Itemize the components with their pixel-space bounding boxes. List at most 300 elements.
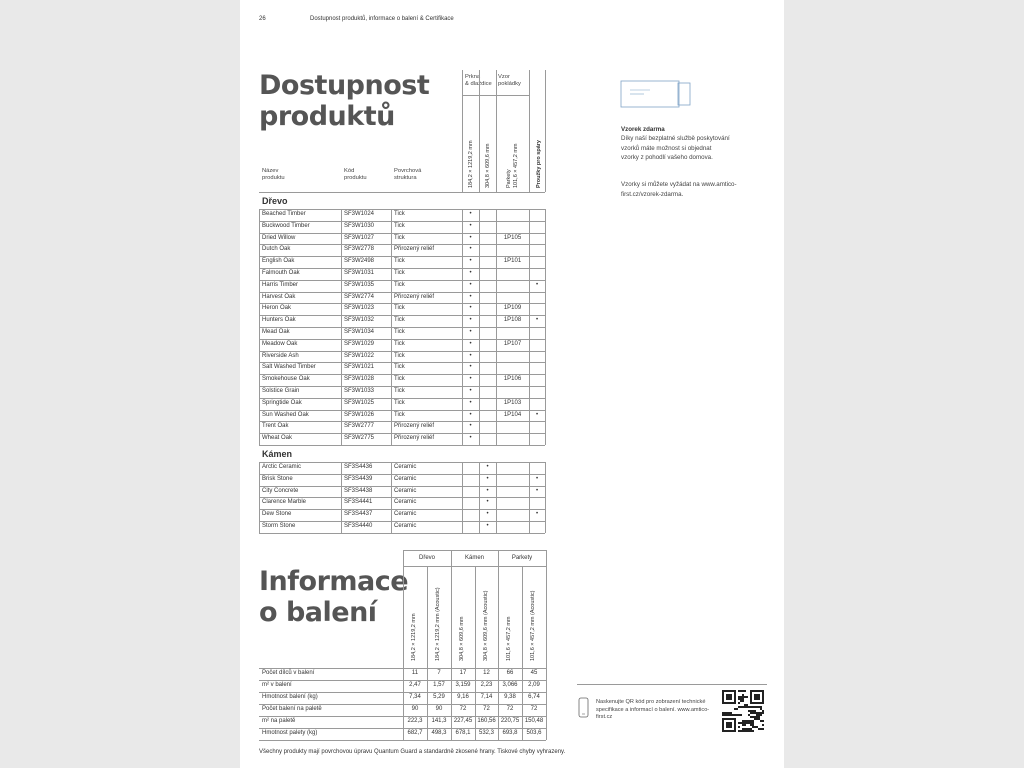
cell-rule	[341, 339, 342, 351]
surface-texture: Ceramic	[394, 487, 417, 494]
value-cell: 141,3	[431, 718, 447, 724]
availability-cell: •	[535, 511, 539, 518]
cell-rule	[259, 280, 260, 292]
cell-rule	[259, 315, 260, 327]
product-name: Wheat Oak	[262, 435, 293, 442]
row-label: Počet balení na paletě	[262, 706, 322, 712]
cell-rule	[529, 462, 530, 474]
value-cell: 222,3	[407, 718, 423, 724]
cell-rule	[391, 256, 392, 268]
value-cell: 150,48	[524, 718, 544, 724]
availability-cell: •	[469, 293, 472, 300]
cell-rule	[341, 209, 342, 221]
product-code: SF3S4440	[344, 523, 373, 529]
cell-rule	[545, 374, 546, 386]
product-name: Falmouth Oak	[262, 270, 300, 276]
value-cell: 72	[459, 706, 467, 712]
value-cell: 2,23	[480, 682, 493, 688]
cell-rule	[403, 704, 404, 716]
cell-rule	[341, 421, 342, 433]
packaging-title-line2: o balení	[259, 597, 377, 628]
cell-rule	[522, 716, 523, 728]
cell-rule	[498, 728, 499, 740]
cell-rule	[529, 256, 530, 268]
surface-texture: Tick	[394, 281, 405, 288]
product-name: Storm Stone	[262, 523, 296, 529]
cell-rule	[451, 716, 452, 728]
cell-rule	[496, 280, 497, 292]
cell-rule	[479, 362, 480, 374]
cell-rule	[391, 268, 392, 280]
availability-cell: •	[469, 270, 472, 276]
cell-rule	[522, 668, 523, 680]
cell-rule	[545, 497, 546, 509]
value-cell: 72	[530, 706, 538, 712]
product-code: SF3W1032	[344, 317, 375, 324]
product-name: Riverside Ash	[262, 352, 299, 359]
cell-rule	[529, 362, 530, 374]
packaging-title-line1: Informace	[259, 566, 409, 597]
group-col-rule	[498, 550, 499, 566]
cell-rule	[391, 421, 392, 433]
cell-rule	[259, 339, 260, 351]
cell-rule	[341, 221, 342, 233]
cell-rule	[496, 497, 497, 509]
cell-rule	[403, 728, 404, 740]
cell-rule	[496, 386, 497, 398]
product-name: Harvest Oak	[262, 293, 296, 300]
col-rule	[427, 566, 428, 668]
value-cell: 532,3	[478, 730, 494, 736]
value-cell: 45	[530, 670, 538, 676]
cell-rule	[529, 339, 530, 351]
cell-rule	[391, 233, 392, 245]
group-col-rule	[403, 550, 404, 566]
cell-rule	[259, 221, 260, 233]
cell-rule	[479, 221, 480, 233]
surface-texture: Tick	[394, 329, 405, 335]
cell-rule	[391, 398, 392, 410]
product-name: Dew Stone	[262, 511, 292, 518]
surface-texture: Tick	[394, 222, 405, 229]
qr-code-icon[interactable]	[722, 690, 764, 732]
envelope-icon	[620, 80, 692, 110]
cell-rule	[259, 374, 260, 386]
value-cell: 17	[459, 670, 467, 676]
cell-rule	[391, 462, 392, 474]
cell-rule	[522, 704, 523, 716]
cell-rule	[545, 462, 546, 474]
value-cell: 682,7	[407, 730, 423, 736]
cell-rule	[479, 268, 480, 280]
cell-rule	[545, 386, 546, 398]
surface-texture: Tick	[394, 376, 405, 383]
product-code: SF3W1030	[344, 222, 375, 229]
product-name: Sun Washed Oak	[262, 411, 309, 418]
cell-rule	[391, 474, 392, 486]
cell-rule	[545, 398, 546, 410]
value-cell: 498,3	[431, 730, 447, 736]
col-rule	[498, 566, 499, 668]
cell-rule	[427, 692, 428, 704]
cell-rule	[479, 327, 480, 339]
rotated-header: 184,2 × 1219,2 mm	[468, 140, 474, 188]
cell-rule	[391, 339, 392, 351]
cell-rule	[529, 433, 530, 445]
cell-rule	[341, 303, 342, 315]
value-cell: 66	[506, 670, 514, 676]
col-rule	[451, 566, 452, 668]
cell-rule	[545, 339, 546, 351]
availability-cell: •	[486, 487, 489, 494]
cell-rule	[391, 433, 392, 445]
column-rule	[479, 70, 480, 192]
product-code: SF3W1025	[344, 399, 375, 406]
product-code: SF3W2777	[344, 423, 375, 430]
availability-cell: 1P103	[503, 399, 522, 406]
product-code: SF3W1029	[344, 340, 375, 347]
cell-rule	[529, 521, 530, 533]
product-code: SF3W1028	[344, 376, 375, 383]
cell-rule	[391, 497, 392, 509]
header-bottom-rule	[259, 192, 545, 193]
product-code: SF3W2774	[344, 293, 375, 300]
sample-text: Díky naší bezplatné službě poskytování vzorků máte možnost si objednat vzorky z pohodlí vašeho domova.	[621, 135, 730, 161]
product-code: SF3S4437	[344, 511, 373, 518]
row-rule	[259, 740, 546, 741]
availability-cell: •	[469, 376, 472, 383]
cell-rule	[391, 280, 392, 292]
cell-rule	[545, 315, 546, 327]
surface-texture: Ceramic	[394, 475, 417, 482]
product-code: SF3W1031	[344, 270, 375, 276]
cell-rule	[479, 386, 480, 398]
product-name: Trent Oak	[262, 423, 289, 430]
cell-rule	[475, 716, 476, 728]
cell-rule	[462, 474, 463, 486]
value-cell: 2,47	[409, 682, 421, 688]
cell-rule	[341, 509, 342, 521]
running-title: Dostupnost produktů, informace o balení & Certifikace	[310, 16, 454, 22]
product-name: Salt Washed Timber	[262, 364, 316, 371]
cell-rule	[496, 327, 497, 339]
cell-rule	[545, 351, 546, 363]
cell-rule	[403, 716, 404, 728]
group-col-rule	[451, 550, 452, 566]
cell-rule	[546, 680, 547, 692]
cell-rule	[529, 386, 530, 398]
page-number: 26	[259, 16, 266, 22]
cell-rule	[545, 209, 546, 221]
product-name: Brisk Stone	[262, 475, 293, 482]
header-product-code: Kód produktu	[344, 168, 367, 181]
cell-rule	[479, 433, 480, 445]
cell-rule	[545, 362, 546, 374]
value-cell: 7	[437, 670, 441, 676]
rotated-header: 101,6 × 457,2 mm	[506, 616, 512, 661]
cell-rule	[259, 327, 260, 339]
row-label: m² v balení	[262, 682, 292, 688]
header-surface-texture: Povrchová struktura	[394, 168, 422, 181]
product-code: SF3W1033	[344, 388, 375, 394]
availability-cell: 1P109	[503, 305, 522, 312]
cell-rule	[259, 421, 260, 433]
value-cell: 12	[483, 670, 490, 676]
col-rule	[522, 566, 523, 668]
product-name: Heron Oak	[262, 305, 292, 312]
cell-rule	[545, 268, 546, 280]
cell-rule	[427, 704, 428, 716]
cell-rule	[403, 668, 404, 680]
cell-rule	[259, 256, 260, 268]
cell-rule	[341, 233, 342, 245]
cell-rule	[259, 303, 260, 315]
availability-cell: •	[469, 211, 472, 217]
product-name: Beached Timber	[262, 211, 306, 217]
value-cell: 9,38	[504, 694, 516, 700]
header-top-rule	[403, 550, 546, 551]
cell-rule	[427, 668, 428, 680]
cell-rule	[496, 244, 497, 256]
product-name: Smokehouse Oak	[262, 376, 310, 383]
availability-cell: •	[535, 475, 539, 482]
availability-cell: •	[486, 511, 489, 518]
cell-rule	[259, 209, 260, 221]
cell-rule	[259, 292, 260, 304]
value-cell: 90	[435, 706, 443, 712]
cell-rule	[496, 462, 497, 474]
cell-rule	[341, 374, 342, 386]
value-cell: 693,8	[502, 730, 518, 736]
cell-rule	[479, 421, 480, 433]
product-name: Dried Willow	[262, 234, 296, 241]
cell-rule	[427, 728, 428, 740]
cell-rule	[529, 233, 530, 245]
availability-cell: •	[486, 475, 489, 482]
cell-rule	[259, 244, 260, 256]
cell-rule	[462, 521, 463, 533]
product-name: Arctic Ceramic	[262, 464, 302, 470]
cell-rule	[462, 497, 463, 509]
value-cell: 6,74	[528, 694, 540, 700]
product-name: Meadow Oak	[262, 340, 298, 347]
cell-rule	[496, 362, 497, 374]
phone-icon	[578, 697, 590, 719]
availability-cell: •	[469, 258, 472, 265]
cell-rule	[259, 410, 260, 422]
section-heading-stone: Kámen	[262, 449, 293, 459]
cell-rule	[391, 327, 392, 339]
cell-rule	[479, 398, 480, 410]
cell-rule	[546, 728, 547, 740]
cell-rule	[462, 486, 463, 498]
value-cell: 5,29	[433, 694, 445, 700]
surface-texture: Tick	[394, 211, 405, 217]
value-cell: 9,16	[457, 694, 469, 700]
cell-rule	[496, 268, 497, 280]
availability-cell: •	[469, 435, 472, 442]
cell-rule	[496, 421, 497, 433]
surface-texture: Tick	[394, 317, 405, 324]
cell-rule	[427, 680, 428, 692]
sample-link-text[interactable]: Vzorky si můžete vyžádat na www.amtico-first.cz/vzorek-zdarma.	[621, 181, 737, 198]
surface-texture: Ceramic	[394, 523, 417, 529]
value-cell: 11	[411, 670, 419, 676]
cell-rule	[451, 692, 452, 704]
cell-rule	[391, 209, 392, 221]
surface-texture: Tick	[394, 411, 405, 418]
surface-texture: Tick	[394, 364, 405, 371]
cell-rule	[529, 292, 530, 304]
cell-rule	[496, 509, 497, 521]
cell-rule	[451, 680, 452, 692]
cell-rule	[498, 704, 499, 716]
cell-rule	[529, 244, 530, 256]
cell-rule	[341, 410, 342, 422]
col-rule	[475, 566, 476, 668]
cell-rule	[341, 268, 342, 280]
product-name: Hunters Oak	[262, 317, 296, 324]
row-label: Hmotnost balení (kg)	[262, 694, 318, 700]
surface-texture: Ceramic	[394, 511, 417, 518]
cell-rule	[529, 497, 530, 509]
availability-cell: •	[469, 305, 472, 312]
product-code: SF3W2775	[344, 435, 375, 442]
cell-rule	[545, 521, 546, 533]
rotated-header: 184,2 × 1219,2 mm (Acoustic)	[435, 587, 441, 661]
product-code: SF3W2498	[344, 258, 375, 265]
surface-texture: Přirozený reliéf	[394, 435, 435, 442]
value-cell: 227,45	[453, 718, 473, 724]
qr-divider	[577, 684, 767, 685]
cell-rule	[341, 244, 342, 256]
cell-rule	[545, 292, 546, 304]
product-name: Solstice Grain	[262, 388, 300, 394]
row-label: m² na paletě	[262, 718, 296, 724]
availability-cell: •	[469, 222, 472, 229]
product-code: SF3S4438	[344, 487, 373, 494]
surface-texture: Tick	[394, 305, 405, 312]
cell-rule	[341, 256, 342, 268]
cell-rule	[391, 221, 392, 233]
availability-cell: •	[486, 499, 489, 506]
product-name: City Concrete	[262, 487, 299, 494]
col-rule	[403, 566, 404, 668]
cell-rule	[479, 410, 480, 422]
availability-cell: •	[469, 364, 472, 371]
availability-cell: •	[469, 281, 472, 288]
row-label: Hmotnost palety (kg)	[262, 730, 318, 736]
qr-note: Naskenujte QR kód pro zobrazení technické specifikace a informací o balení. www.amtico-first.cz	[596, 699, 710, 721]
cell-rule	[529, 351, 530, 363]
product-name: Buckwood Timber	[262, 222, 310, 229]
availability-cell: 1P104	[503, 411, 522, 418]
availability-cell: •	[469, 340, 472, 347]
cell-rule	[498, 716, 499, 728]
product-code: SF3W1023	[344, 305, 375, 312]
cell-rule	[529, 303, 530, 315]
product-name: Mead Oak	[262, 329, 290, 335]
availability-cell: •	[469, 246, 472, 253]
cell-rule	[391, 486, 392, 498]
cell-rule	[496, 486, 497, 498]
cell-rule	[546, 704, 547, 716]
cell-rule	[391, 521, 392, 533]
group-header: Kámen	[464, 555, 484, 561]
cell-rule	[545, 233, 546, 245]
cell-rule	[522, 692, 523, 704]
column-rule	[545, 70, 546, 192]
section-heading-wood: Dřevo	[262, 196, 288, 206]
value-cell: 3,159	[455, 682, 471, 688]
cell-rule	[496, 292, 497, 304]
rotated-header: 184,2 × 1219,2 mm	[411, 613, 417, 661]
cell-rule	[479, 374, 480, 386]
row-rule	[259, 445, 545, 446]
cell-rule	[451, 704, 452, 716]
product-code: SF3S4441	[344, 499, 373, 506]
cell-rule	[496, 433, 497, 445]
availability-cell: •	[535, 281, 539, 288]
surface-texture: Tick	[394, 340, 405, 347]
availability-cell: 1P107	[503, 340, 522, 347]
cell-rule	[341, 292, 342, 304]
cell-rule	[391, 509, 392, 521]
footer-note: Všechny produkty mají povrchovou úpravu Quantum Guard a standardně zkosené hrany. Tiskové chyby vyhrazeny.	[259, 749, 566, 755]
cell-rule	[341, 474, 342, 486]
surface-texture: Tick	[394, 258, 405, 265]
cell-rule	[479, 209, 480, 221]
availability-cell: 1P108	[503, 317, 522, 324]
value-cell: 90	[411, 706, 419, 712]
product-name: Springtide Oak	[262, 399, 302, 406]
cell-rule	[451, 668, 452, 680]
cell-rule	[522, 680, 523, 692]
cell-rule	[341, 497, 342, 509]
cell-rule	[529, 268, 530, 280]
cell-rule	[479, 292, 480, 304]
cell-rule	[391, 386, 392, 398]
group-header: Dřevo	[418, 555, 435, 561]
cell-rule	[496, 221, 497, 233]
product-code: SF3W1034	[344, 329, 375, 335]
availability-cell: •	[469, 352, 472, 359]
surface-texture: Přirozený reliéf	[394, 293, 435, 300]
cell-rule	[475, 680, 476, 692]
cell-rule	[498, 668, 499, 680]
cell-rule	[341, 362, 342, 374]
value-cell: 2,09	[528, 682, 540, 688]
cell-rule	[545, 474, 546, 486]
cell-rule	[479, 280, 480, 292]
value-cell: 160,56	[477, 718, 496, 724]
row-label: Počet dílců v balení	[262, 670, 315, 676]
cell-rule	[475, 704, 476, 716]
cell-rule	[546, 692, 547, 704]
rotated-header: 304,8 × 609,6 mm	[485, 143, 491, 188]
product-name: English Oak	[262, 258, 295, 265]
group-col-rule	[546, 550, 547, 566]
cell-rule	[545, 303, 546, 315]
availability-cell: •	[469, 388, 472, 394]
cell-rule	[545, 433, 546, 445]
cell-rule	[259, 351, 260, 363]
availability-cell: •	[535, 487, 539, 494]
cell-rule	[545, 486, 546, 498]
rotated-header: Proužky pro spáry	[536, 140, 542, 188]
row-rule	[259, 533, 545, 534]
value-cell: 7,14	[480, 694, 493, 700]
